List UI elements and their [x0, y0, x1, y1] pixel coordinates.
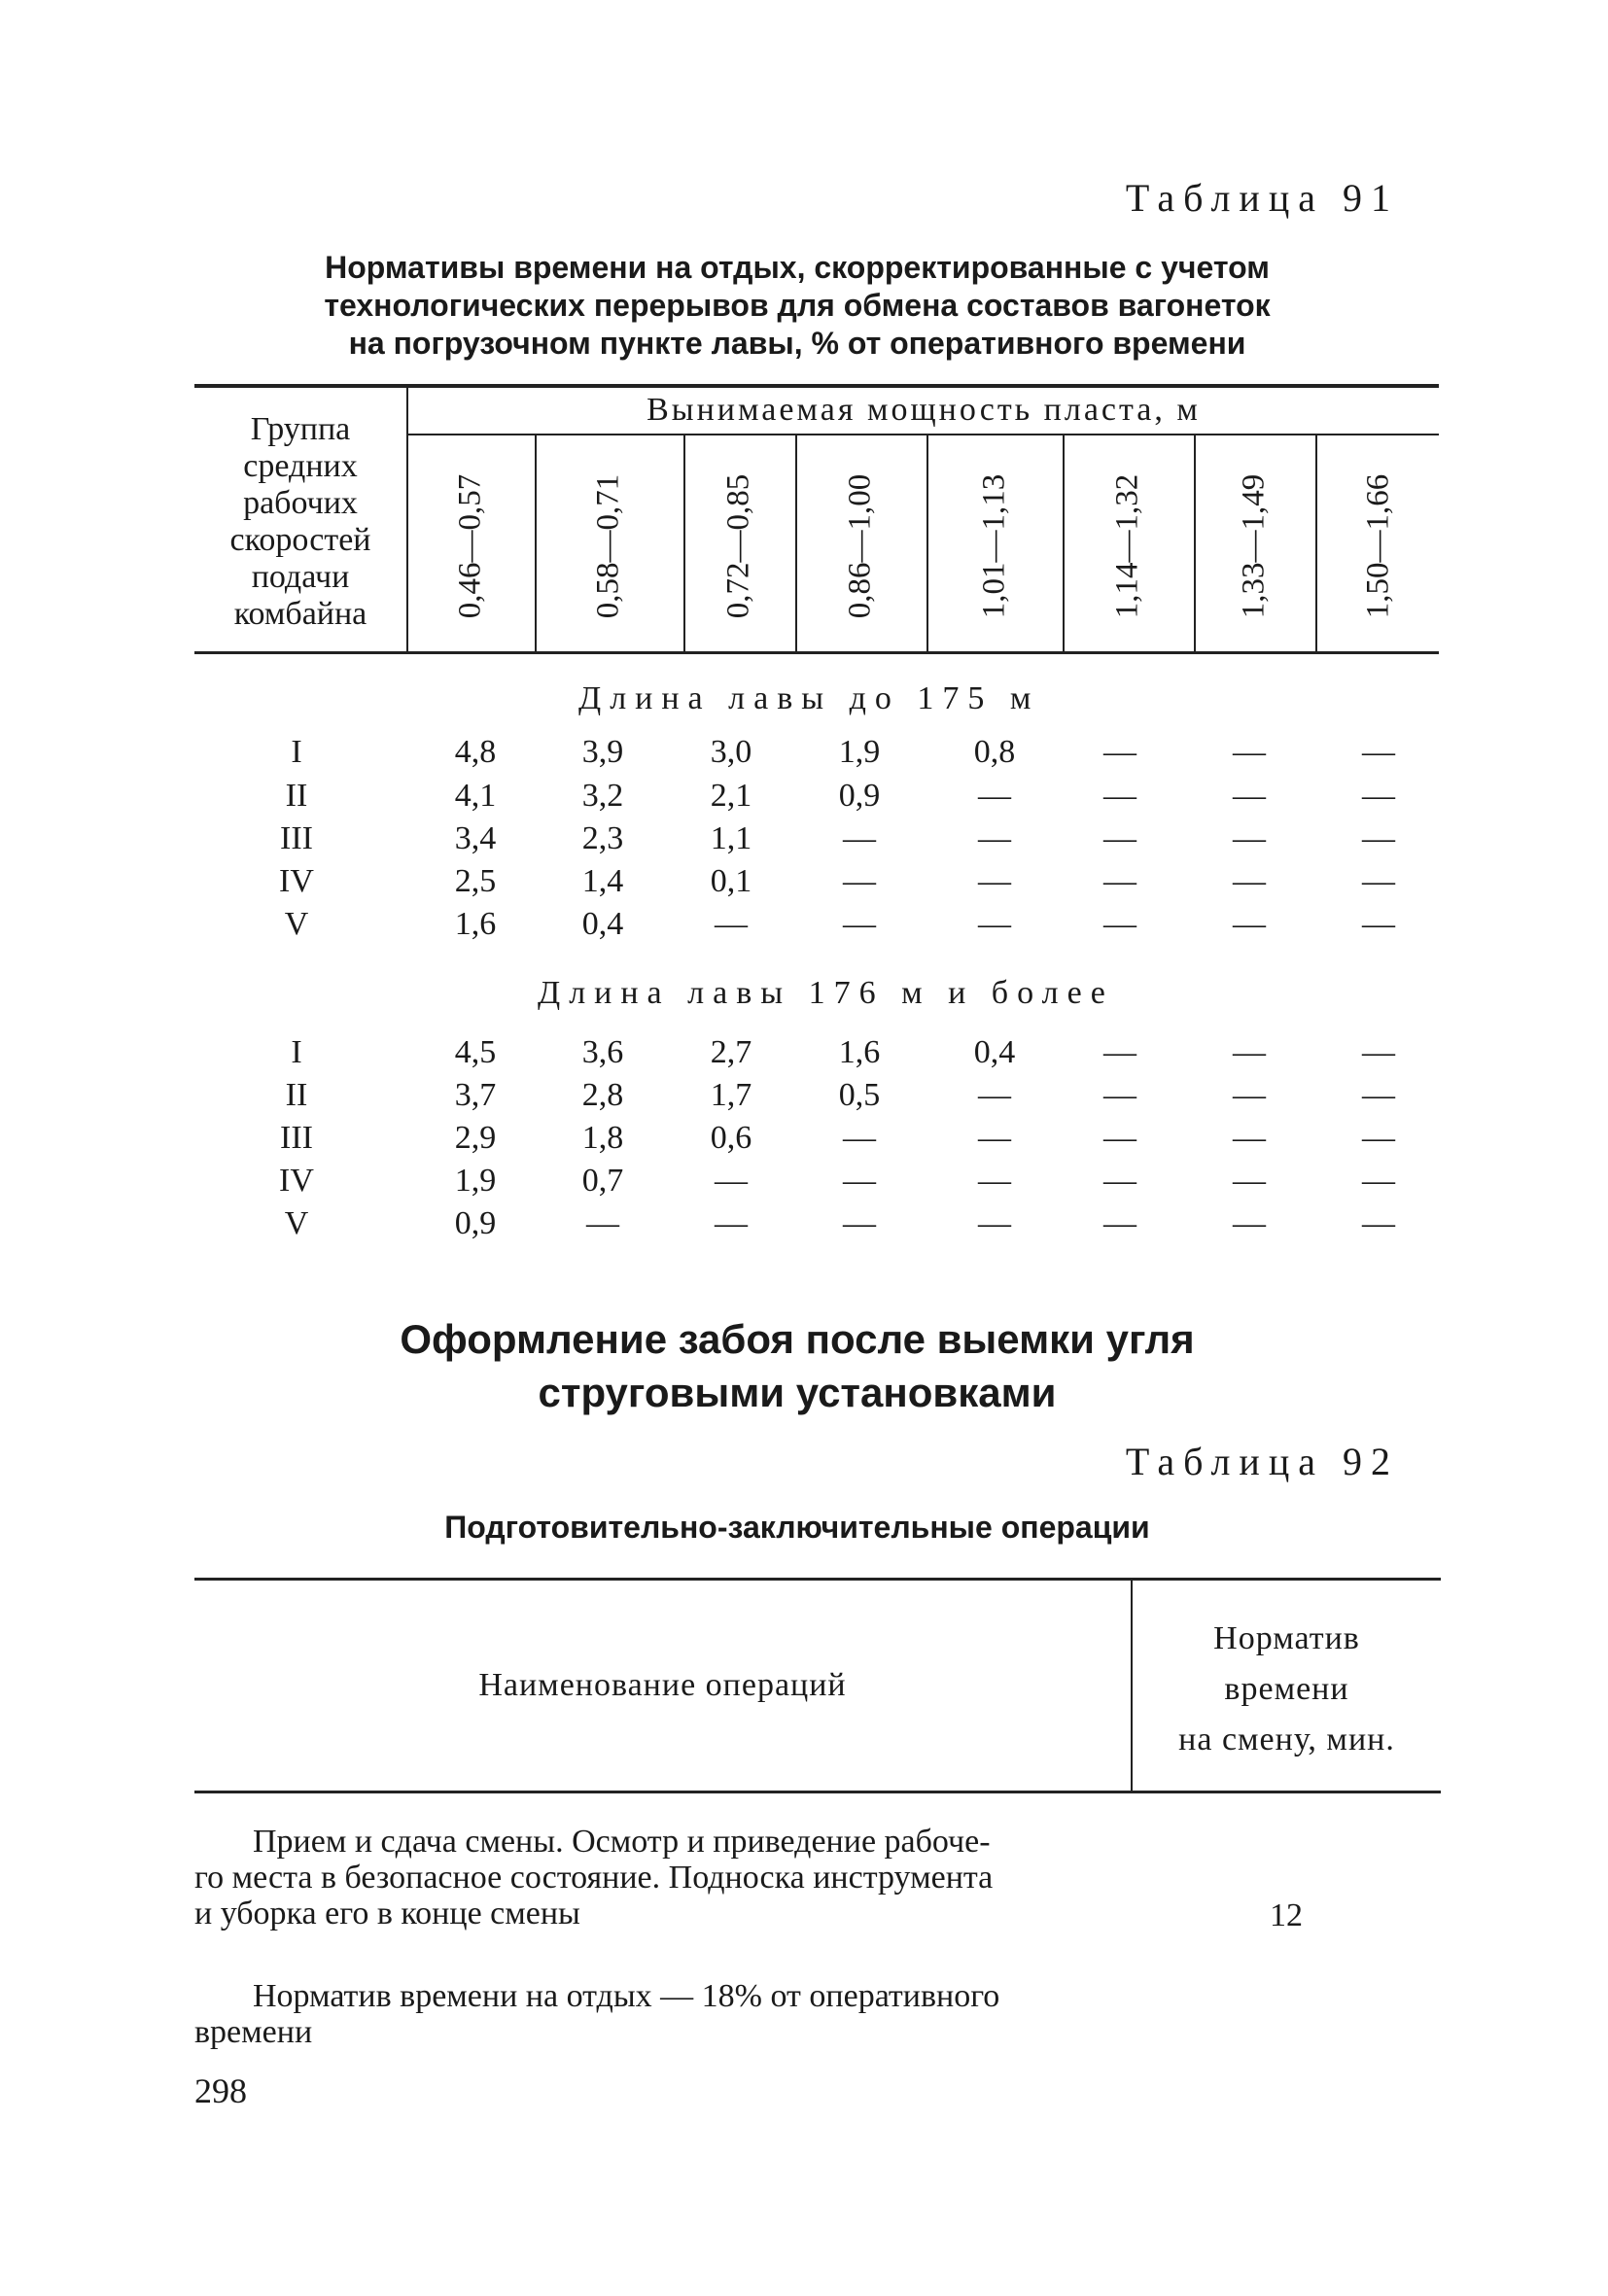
value-cell: — — [1103, 820, 1136, 856]
value-cell: 3,7 — [454, 1077, 497, 1113]
value-cell: 3,4 — [454, 820, 497, 856]
value-cell: — — [1233, 820, 1266, 856]
group-cell: I — [291, 1034, 302, 1070]
value-cell: — — [1103, 1163, 1136, 1199]
value-cell: — — [843, 1205, 876, 1241]
norm-header-line: на смену, мин. — [1178, 1722, 1395, 1757]
value-cell: 2,1 — [710, 778, 752, 814]
value-cell: — — [715, 906, 748, 942]
header-bottom-rule — [194, 651, 1439, 654]
value-cell: 0,8 — [973, 734, 1016, 770]
value-cell: — — [1233, 1120, 1266, 1156]
thickness-column-header: 1,01—1,13 — [976, 473, 1012, 619]
column-divider — [1315, 435, 1317, 651]
value-cell: — — [1233, 1163, 1266, 1199]
value-cell: — — [1103, 863, 1136, 899]
value-cell: — — [978, 1163, 1011, 1199]
value-cell: 2,9 — [454, 1120, 497, 1156]
thickness-column-header: 1,33—1,49 — [1236, 473, 1272, 619]
value-cell: 1,6 — [838, 1034, 881, 1070]
thickness-column-header: 1,50—1,66 — [1360, 473, 1396, 619]
value-cell: 2,3 — [581, 820, 624, 856]
value-cell: — — [715, 1163, 748, 1199]
value-cell: — — [1362, 778, 1395, 814]
group-cell: II — [285, 778, 308, 814]
value-cell: — — [1103, 734, 1136, 770]
value-cell: 0,1 — [710, 863, 752, 899]
value-cell: — — [843, 863, 876, 899]
value-cell: 2,7 — [710, 1034, 752, 1070]
value-cell: 0,4 — [581, 906, 624, 942]
operation-description — [194, 1824, 1147, 1931]
norm-header-line: времени — [1224, 1671, 1349, 1707]
value-cell: 4,8 — [454, 734, 497, 770]
table-92-caption: Подготовительно-заключительные операции — [444, 1510, 1150, 1545]
column-divider — [535, 435, 537, 651]
value-cell: — — [1103, 1077, 1136, 1113]
value-cell: — — [978, 820, 1011, 856]
value-cell: — — [978, 1077, 1011, 1113]
thickness-column-header: 1,14—1,32 — [1109, 473, 1145, 619]
value-cell: — — [843, 820, 876, 856]
value-cell: 0,6 — [710, 1120, 752, 1156]
value-cell: — — [1103, 1034, 1136, 1070]
note-line: времени — [194, 2014, 313, 2050]
value-cell: 1,8 — [581, 1120, 624, 1156]
value-cell: — — [1233, 734, 1266, 770]
group-cell: IV — [279, 1163, 314, 1199]
value-cell: — — [1362, 1034, 1395, 1070]
rest-note — [194, 1978, 1167, 2050]
value-cell: 1,7 — [710, 1077, 752, 1113]
table-top-rule — [194, 384, 1439, 388]
group-cell: II — [285, 1077, 308, 1113]
value-cell: 4,1 — [454, 778, 497, 814]
section-heading-line: Оформление забоя после выемки угля — [400, 1316, 1195, 1362]
section-heading — [194, 1312, 1400, 1419]
group-header — [194, 411, 406, 633]
value-cell: — — [978, 1205, 1011, 1241]
table-91-label: Таблица 91 — [1125, 176, 1399, 220]
value-cell: — — [1362, 1163, 1395, 1199]
value-cell: 1,1 — [710, 820, 752, 856]
value-cell: 3,6 — [581, 1034, 624, 1070]
thickness-column-header: 0,58—0,71 — [590, 473, 626, 619]
description-line: и уборка его в конце смены — [194, 1896, 580, 1931]
group-cell: III — [280, 1120, 313, 1156]
value-cell: — — [1233, 1077, 1266, 1113]
table-top-rule — [194, 1578, 1441, 1581]
table-91-caption — [194, 249, 1400, 363]
group-header-line: Группа — [250, 411, 351, 447]
norm-value: 12 — [1270, 1897, 1303, 1933]
value-cell: — — [1362, 820, 1395, 856]
value-cell: 1,9 — [838, 734, 881, 770]
group-cell: I — [291, 734, 302, 770]
column-divider — [926, 435, 928, 651]
group-header-line: скоростей — [229, 522, 371, 558]
section-heading-line: струговыми установками — [538, 1370, 1057, 1415]
section-title: Длина лавы до 175 м — [578, 680, 1040, 716]
value-cell: — — [843, 906, 876, 942]
value-cell: — — [1233, 906, 1266, 942]
column-divider — [1063, 435, 1065, 651]
value-cell: 4,5 — [454, 1034, 497, 1070]
value-cell: — — [1362, 1205, 1395, 1241]
value-cell: — — [1362, 1120, 1395, 1156]
value-cell: — — [843, 1163, 876, 1199]
value-cell: — — [1362, 734, 1395, 770]
group-header-line: рабочих — [243, 485, 358, 521]
group-cell: IV — [279, 863, 314, 899]
value-cell: — — [1233, 863, 1266, 899]
thickness-column-header: 0,46—0,57 — [452, 473, 488, 619]
value-cell: 3,9 — [581, 734, 624, 770]
column-divider — [683, 435, 685, 651]
value-cell: 2,8 — [581, 1077, 624, 1113]
note-line: Норматив времени на отдых — 18% от оперативного — [253, 1978, 1000, 2014]
description-line: Прием и сдача смены. Осмотр и приведение рабоче- — [253, 1824, 991, 1860]
value-cell: — — [1103, 778, 1136, 814]
header-bottom-rule — [194, 1791, 1441, 1793]
value-cell: — — [715, 1205, 748, 1241]
thickness-header: Вынимаемая мощность пласта, м — [647, 392, 1201, 428]
value-cell: — — [1103, 906, 1136, 942]
norm-column-header — [1133, 1614, 1441, 1765]
caption-line: технологических перерывов для обмена составов вагонеток — [324, 288, 1271, 323]
value-cell: — — [1233, 1034, 1266, 1070]
group-header-line: комбайна — [233, 596, 367, 632]
value-cell: — — [1233, 778, 1266, 814]
value-cell: — — [1103, 1120, 1136, 1156]
group-cell: III — [280, 820, 313, 856]
section-title: Длина лавы 176 м и более — [538, 975, 1114, 1011]
value-cell: 2,5 — [454, 863, 497, 899]
value-cell: — — [978, 863, 1011, 899]
table-92-label: Таблица 92 — [1125, 1440, 1399, 1483]
value-cell: — — [978, 778, 1011, 814]
thickness-column-header: 0,72—0,85 — [720, 473, 756, 619]
caption-line: Нормативы времени на отдых, скорректированные с учетом — [325, 250, 1270, 285]
value-cell: — — [978, 1120, 1011, 1156]
value-cell: 1,9 — [454, 1163, 497, 1199]
value-cell: — — [1362, 906, 1395, 942]
value-cell: 3,0 — [710, 734, 752, 770]
norm-header-line: Норматив — [1213, 1620, 1360, 1656]
value-cell: — — [1233, 1205, 1266, 1241]
group-header-line: подачи — [251, 559, 350, 595]
value-cell: — — [1103, 1205, 1136, 1241]
value-cell: — — [1362, 1077, 1395, 1113]
thickness-column-header: 0,86—1,00 — [842, 473, 878, 619]
subheader-rule — [406, 434, 1439, 435]
description-line: го места в безопасное состояние. Подноска инструмента — [194, 1860, 994, 1896]
value-cell: — — [586, 1205, 619, 1241]
value-cell: — — [978, 906, 1011, 942]
caption-line: на погрузочном пункте лавы, % от оперативного времени — [348, 326, 1246, 361]
value-cell: 3,2 — [581, 778, 624, 814]
value-cell: 0,5 — [838, 1077, 881, 1113]
column-divider — [795, 435, 797, 651]
value-cell: 1,6 — [454, 906, 497, 942]
page-number: 298 — [194, 2071, 247, 2110]
value-cell: 0,9 — [454, 1205, 497, 1241]
value-cell: 1,4 — [581, 863, 624, 899]
operation-column-header: Наименование операций — [478, 1667, 847, 1703]
value-cell: 0,7 — [581, 1163, 624, 1199]
column-divider — [1194, 435, 1196, 651]
value-cell: — — [1362, 863, 1395, 899]
group-cell: V — [284, 906, 309, 942]
value-cell: 0,9 — [838, 778, 881, 814]
group-header-line: средних — [243, 448, 358, 484]
group-cell: V — [284, 1205, 309, 1241]
value-cell: 0,4 — [973, 1034, 1016, 1070]
value-cell: — — [843, 1120, 876, 1156]
